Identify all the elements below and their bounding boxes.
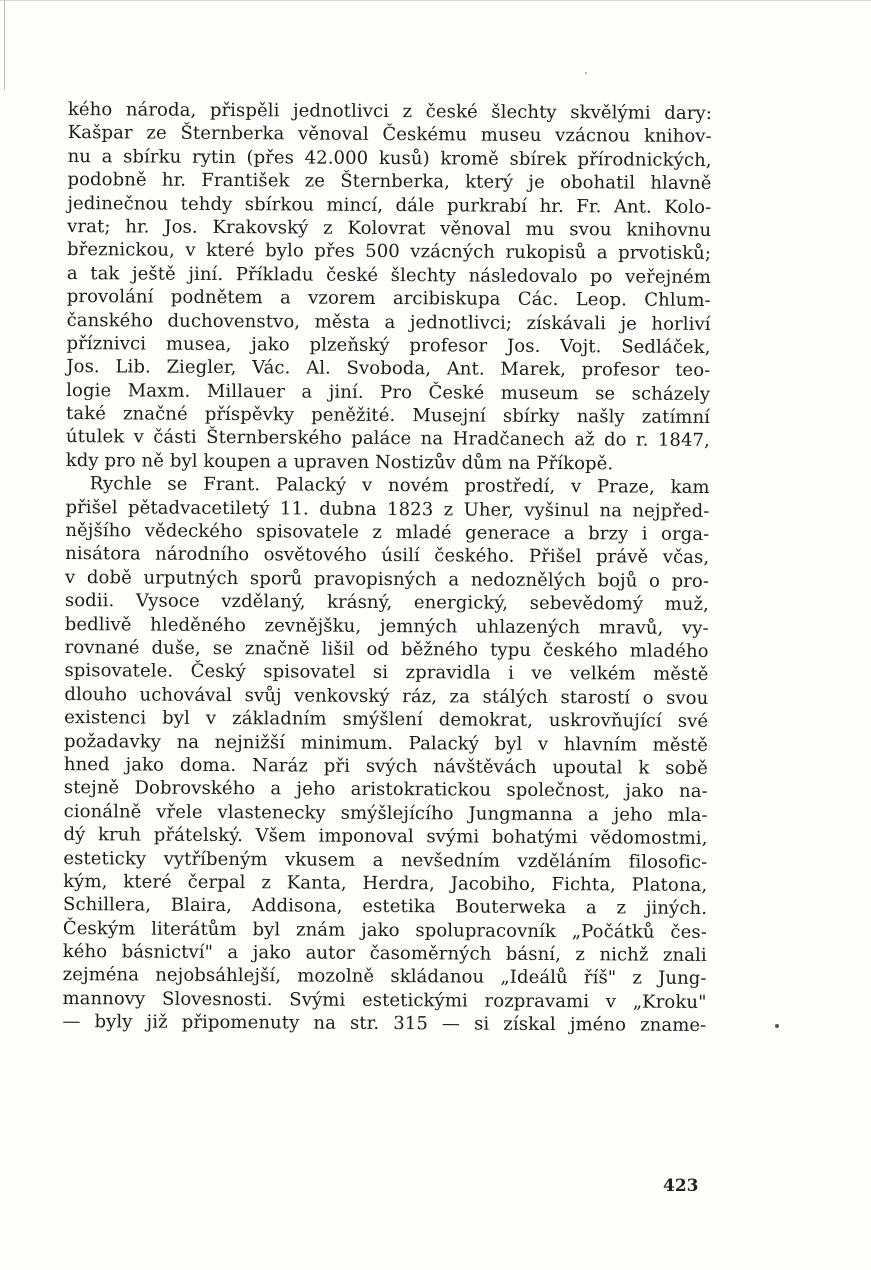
text-line: Schillera, Blaira, Addisona, estetika Bouterweka a z jiných.: [63, 894, 708, 920]
text-line: příznivci musea, jako plzeňský profesor Jos. Vojt. Sedláček,: [66, 332, 711, 358]
text-line: rovnané duše, se značně lišil od běžného typu českého mladého: [64, 637, 709, 662]
text-line: kým, které čerpal z Kanta, Herdra, Jacobiho, Fichta, Platona,: [63, 870, 708, 896]
text-line: nu a sbírku rytin (přes 42.000 kusů) kromě sbírek přírodnických,: [67, 145, 712, 171]
scan-edge-left: [4, 0, 5, 90]
text-line: přišel pětadvacetiletý 11. dubna 1823 z Uher, vyšinul na nejpřed-: [65, 496, 710, 522]
text-line: kého básnictví" a jako autor časoměrných básní, z nichž znali: [62, 941, 707, 967]
text-line: v době urputných sporů pravopisných a nedozněl‍ých bojů o pro-: [65, 566, 710, 592]
text-line: existenci byl v základním smýšlení demokrat, uskrovňující své: [64, 707, 709, 733]
text-line: březnickou, v které bylo přes 500 vzácných rukopisů a prvotisků;: [67, 239, 712, 265]
text-line: kého národa, přispěli jednotlivci z české šlechty skvělými dary:: [67, 99, 712, 124]
ink-speck: [585, 72, 587, 74]
text-line: mannovy Slovesnosti. Svými estetickými rozpravami v „Kroku": [62, 987, 707, 1013]
text-line: nisátora národního osvětového úsilí českého. Přišel právě včas,: [65, 543, 710, 569]
text-line: bedlivě hleděného zevnějšku, jemných uhlazených mravů, vy-: [64, 613, 709, 639]
text-line: kdy pro ně byl koupen a upraven Nostizův dům na Příkopě.: [65, 449, 614, 475]
text-line: — byly již připomenuty na str. 315 — si získal jméno zname-: [62, 1011, 707, 1037]
text-line: zejména nejobsáhlejší, mozolně skládanou „Ideálů říš" z Jung-: [62, 964, 707, 990]
ink-speck: [775, 1024, 779, 1028]
text-line: stejně Dobrovského a jeho aristokratickou společnost, jako na-: [63, 777, 708, 803]
text-line: útulek v části Šternberského paláce na Hradčanech až do r. 1847,: [65, 426, 710, 452]
text-line: vrat; hr. Jos. Krakovský z Kolovrat věnoval mu svou knihovnu: [67, 215, 712, 241]
text-line: Českým literátům byl znám jako spolupracovník „Počátků čes-: [62, 917, 707, 943]
text-line: jedinečnou tehdy sbírkou mincí, dále purkrabí hr. Fr. Ant. Kolo-: [67, 192, 712, 218]
text-line: spisovatele. Český spisovatel si zpravidla i ve velkém městě: [64, 660, 709, 686]
text-line: hned jako doma. Naráz při svých návštěvách upoutal k sobě: [63, 753, 708, 779]
text-line: dý kruh přátelský. Všem imponoval svými bohatými vědomostmi,: [63, 824, 708, 850]
text-line: Kašpar ze Šternberka věnoval Českému museu vzácnou knihov-: [67, 122, 712, 148]
text-line: cionálně vřele vlastenecky smýšlejícího Jungmanna a jeho mla-: [63, 800, 708, 826]
text-line: čanského duchovenstvo, města a jednotlivci; získávali je horliví: [66, 309, 711, 335]
text-line: také značné příspěvky peněžité. Musejní sbírky našly zatímní: [66, 403, 711, 429]
text-line: provolání podnětem a vzorem arcibiskupa Các. Leop. Chlum-: [66, 286, 711, 312]
text-line: sodii. Vysoce vzdělaný, krásný, energický, sebevědomý muž,: [64, 590, 709, 616]
text-line: podobně hr. František ze Šternberka, který je obohatil hlavně: [67, 169, 712, 195]
text-line: nějšího vědeckého spisovatele z mladé generace a brzy i orga-: [65, 520, 710, 546]
body-text: [54, 98, 712, 1038]
paragraph-start-line: Rychle se Frant. Palacký v novém prostředí, v Praze, kam: [89, 473, 710, 499]
text-line: a tak ještě jiní. Příkladu české šlechty následovalo po veřejném: [66, 262, 711, 288]
page-number: 423: [663, 1176, 699, 1196]
text-line: logie Maxm. Millauer a jiní. Pro České museum se scházely: [66, 379, 711, 405]
text-line: požadavky na nejnižší minimum. Palacký byl v hlavním městě: [64, 730, 709, 756]
text-line: Jos. Lib. Ziegler, Vác. Al. Svoboda, Ant. Marek, profesor teo-: [66, 356, 711, 382]
text-line: esteticky vytříbeným vkusem a nevšedním vzděláním filosofic-: [63, 847, 708, 873]
scan-edge-top: [0, 0, 871, 1]
text-line: dlouho uchovával svůj venkovský ráz, za stálých starostí o svou: [64, 683, 709, 709]
